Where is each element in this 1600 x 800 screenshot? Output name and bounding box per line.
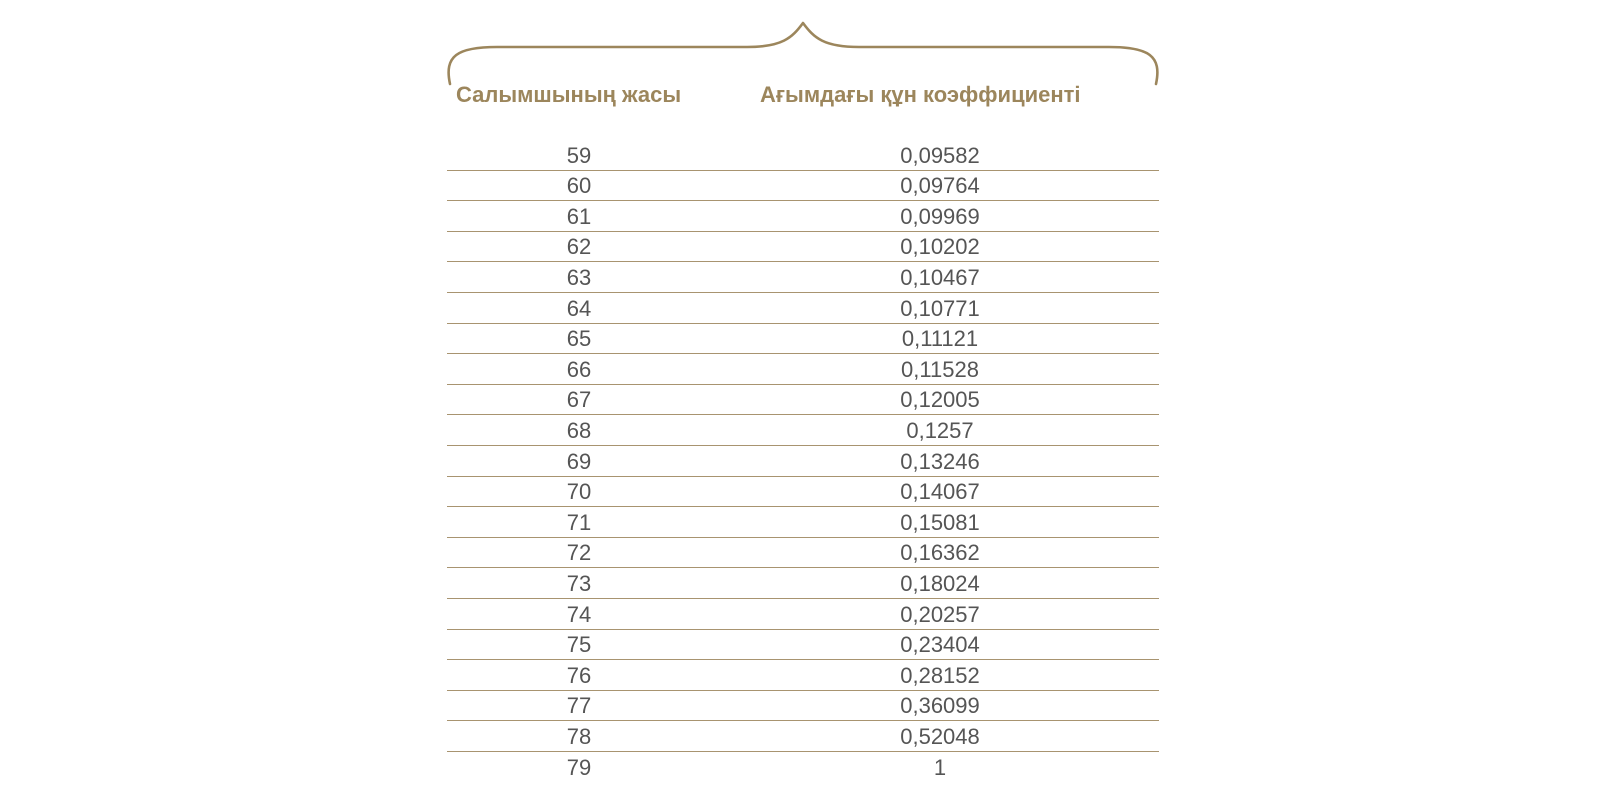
- coefficient-cell: 0,12005: [900, 387, 980, 413]
- table-row: [447, 660, 1159, 691]
- coefficient-cell: 1: [933, 755, 947, 781]
- coefficient-cell: 0,1257: [906, 417, 974, 443]
- age-cell: 74: [566, 601, 592, 627]
- table-row: [447, 538, 1159, 569]
- table-row: [447, 507, 1159, 538]
- table-row: [447, 232, 1159, 263]
- table-row: [447, 446, 1159, 477]
- coefficient-cell: 0,23404: [900, 632, 980, 658]
- table-row: [447, 691, 1159, 722]
- age-cell: 72: [566, 540, 592, 566]
- table-row: [447, 293, 1159, 324]
- age-cell: 76: [566, 662, 592, 688]
- age-cell: 62: [566, 234, 592, 260]
- coefficient-cell: 0,14067: [900, 479, 980, 505]
- table-row: [447, 262, 1159, 293]
- age-cell: 65: [566, 326, 592, 352]
- column-header-age: Салымшының жасы: [456, 82, 682, 107]
- coefficient-cell: 0,09764: [900, 173, 980, 199]
- table-row: [447, 630, 1159, 661]
- coefficient-cell: 0,15081: [900, 509, 980, 535]
- coefficient-cell: 0,10467: [900, 264, 980, 290]
- coefficient-cell: 0,28152: [900, 662, 980, 688]
- coefficient-cell: 0,16362: [900, 540, 980, 566]
- table-row: [447, 171, 1159, 202]
- column-header-coefficient: Ағымдағы құн коэффициенті: [760, 82, 1081, 107]
- age-cell: 64: [566, 295, 592, 321]
- age-cell: 59: [566, 142, 592, 168]
- age-cell: 70: [566, 479, 592, 505]
- table-row: [447, 415, 1159, 446]
- table-row: [447, 324, 1159, 355]
- coefficient-cell: 0,11121: [901, 326, 979, 352]
- age-cell: 79: [566, 755, 592, 781]
- coefficient-cell: 0,52048: [900, 723, 980, 749]
- age-cell: 68: [566, 417, 592, 443]
- age-cell: 77: [566, 693, 592, 719]
- coefficient-cell: 0,20257: [900, 601, 980, 627]
- age-cell: 75: [566, 632, 592, 658]
- coefficient-cell: 0,13246: [900, 448, 980, 474]
- coefficient-cell: 0,09582: [900, 142, 980, 168]
- age-cell: 69: [566, 448, 592, 474]
- coefficient-cell: 0,18024: [900, 570, 980, 596]
- table-row: [447, 354, 1159, 385]
- table-row: [447, 568, 1159, 599]
- age-cell: 61: [566, 203, 592, 229]
- coefficient-cell: 0,11528: [901, 356, 979, 382]
- coefficient-cell: 0,09969: [900, 203, 980, 229]
- age-cell: 60: [566, 173, 592, 199]
- coefficient-cell: 0,36099: [900, 693, 980, 719]
- table-row: [447, 140, 1159, 171]
- coefficient-table: [447, 140, 1159, 782]
- table-row: [447, 599, 1159, 630]
- table-row: [447, 385, 1159, 416]
- age-cell: 63: [566, 264, 592, 290]
- table-row: [447, 201, 1159, 232]
- age-cell: 66: [566, 356, 592, 382]
- table-row: [447, 721, 1159, 752]
- coefficient-cell: 0,10771: [900, 295, 980, 321]
- age-cell: 73: [566, 570, 592, 596]
- age-cell: 78: [566, 723, 592, 749]
- table-row: [447, 752, 1159, 783]
- age-cell: 71: [566, 509, 592, 535]
- age-cell: 67: [566, 387, 592, 413]
- table-row: [447, 477, 1159, 508]
- coefficient-cell: 0,10202: [900, 234, 980, 260]
